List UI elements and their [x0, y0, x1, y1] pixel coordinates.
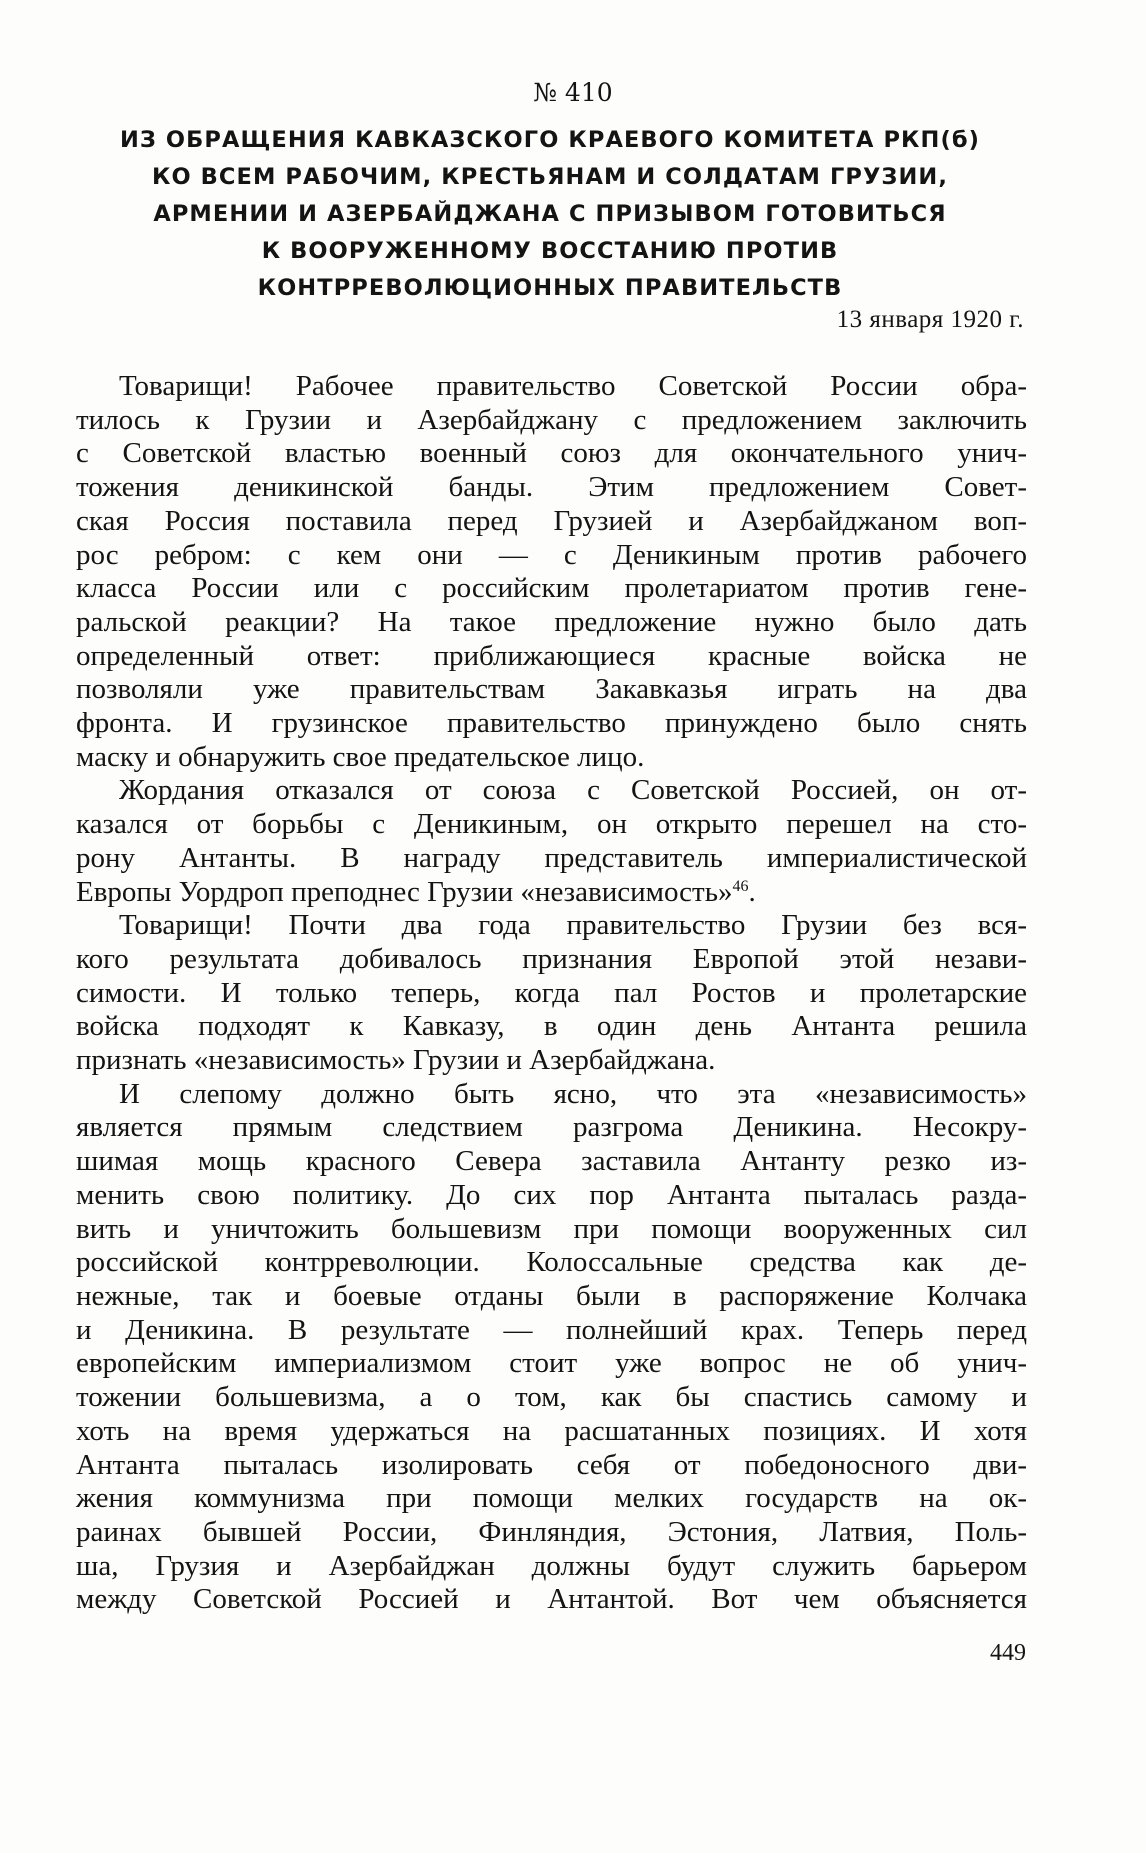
- text-line: казался от борьбы с Деникиным, он открыто перешел на сто-: [76, 808, 1027, 841]
- text-line: И слепому должно быть ясно, что эта «независимость»: [119, 1077, 1027, 1110]
- text-line: кого результата добивалось признания Европой этой незави-: [76, 942, 1027, 975]
- paragraph: [76, 909, 1027, 1078]
- text-line: рос ребром: с кем они — с Деникиным против рабочего: [76, 538, 1027, 571]
- text-fragment: Европы Уордроп преподнес Грузии «независимость»: [76, 875, 733, 908]
- text-line: Товарищи! Почти два года правительство Грузии без вся-: [119, 909, 1027, 942]
- text-line: шимая мощь красного Севера заставила Антанту резко из-: [76, 1145, 1027, 1178]
- text-line: европейским империализмом стоит уже вопрос не об унич-: [76, 1347, 1027, 1380]
- text-line: Антанта пыталась изолировать себя от победоносного дви-: [76, 1448, 1027, 1481]
- title-line: КО ВСЕМ РАБОЧИМ, КРЕСТЬЯНАМ И СОЛДАТАМ ГРУЗИИ,: [151, 164, 949, 190]
- text-line: нежные, так и боевые отданы были в распоряжение Колчака: [76, 1279, 1027, 1312]
- text-line: ральской реакции? На такое предложение нужно было дать: [76, 605, 1027, 638]
- text-line: жения коммунизма при помощи мелких государств на ок-: [76, 1482, 1027, 1515]
- paragraph: [76, 1078, 1027, 1617]
- page-number: 449: [990, 1640, 1026, 1666]
- text-line: является прямым следствием разгрома Деникина. Несокру-: [76, 1111, 1027, 1144]
- title-line: ИЗ ОБРАЩЕНИЯ КАВКАЗСКОГО КРАЕВОГО КОМИТЕТА РКП(б): [119, 127, 981, 153]
- text-line: ша, Грузия и Азербайджан должны будут служить барьером: [76, 1549, 1027, 1582]
- paragraph: [76, 774, 1027, 909]
- text-line: признать «независимость» Грузии и Азербайджана.: [76, 1044, 716, 1077]
- text-fragment: .: [748, 875, 756, 908]
- text-line: определенный ответ: приближающиеся красные войска не: [76, 639, 1027, 672]
- text-line: менить свою политику. До сих пор Антанта пыталась разда-: [76, 1178, 1027, 1211]
- text-line: ская Россия поставила перед Грузией и Азербайджаном воп-: [76, 504, 1027, 537]
- document-date: 13 января 1920 г.: [836, 306, 1024, 333]
- text-line: и Деникина. В результате — полнейший крах. Теперь перед: [76, 1313, 1027, 1346]
- text-line: маску и обнаружить свое предательское лицо.: [76, 740, 645, 773]
- text-line: российской контрреволюции. Колоссальные средства как де-: [76, 1246, 1027, 1279]
- text-line: фронта. И грузинское правительство принуждено было снять: [76, 707, 1027, 740]
- title-line: КОНТРРЕВОЛЮЦИОННЫХ ПРАВИТЕЛЬСТВ: [257, 275, 843, 301]
- text-line: позволяли уже правительствам Закавказья играть на два: [76, 673, 1027, 706]
- paragraph: [76, 370, 1027, 774]
- document-number: № 410: [533, 78, 613, 107]
- text-line: [76, 876, 1027, 910]
- footnote-reference: 46: [732, 877, 749, 895]
- text-line: тожения деникинской банды. Этим предложением Совет-: [76, 471, 1027, 504]
- text-line: с Советской властью военный союз для окончательного унич-: [76, 437, 1027, 470]
- text-line: Жордания отказался от союза с Советской Россией, он от-: [119, 774, 1027, 807]
- text-line: Товарищи! Рабочее правительство Советской России обра-: [119, 370, 1027, 402]
- text-line: симости. И только теперь, когда пал Ростов и пролетарские: [76, 976, 1027, 1009]
- text-line: вить и уничтожить большевизм при помощи вооруженных сил: [76, 1212, 1027, 1245]
- text-line: тожении большевизма, а о том, как бы спастись самому и: [76, 1381, 1027, 1414]
- text-line: хоть на время удержаться на расшатанных позициях. И хотя: [76, 1414, 1027, 1447]
- text-line: класса России или с российским пролетариатом против гене-: [76, 572, 1027, 605]
- title-line: АРМЕНИИ И АЗЕРБАЙДЖАНА С ПРИЗЫВОМ ГОТОВИТЬСЯ: [153, 201, 947, 227]
- text-line: между Советской Россией и Антантой. Вот чем объясняется: [76, 1583, 1027, 1616]
- text-line: раинах бывшей России, Финляндия, Эстония, Латвия, Поль-: [76, 1515, 1027, 1548]
- text-line: рону Антанты. В награду представитель империалистической: [76, 841, 1027, 874]
- text-line: войска подходят к Кавказу, в один день Антанта решила: [76, 1010, 1027, 1043]
- document-body: [76, 370, 1027, 1617]
- title-line: К ВООРУЖЕННОМУ ВОССТАНИЮ ПРОТИВ: [261, 238, 839, 264]
- document-title: [70, 122, 1030, 307]
- text-line: тилось к Грузии и Азербайджану с предложением заключить: [76, 403, 1027, 436]
